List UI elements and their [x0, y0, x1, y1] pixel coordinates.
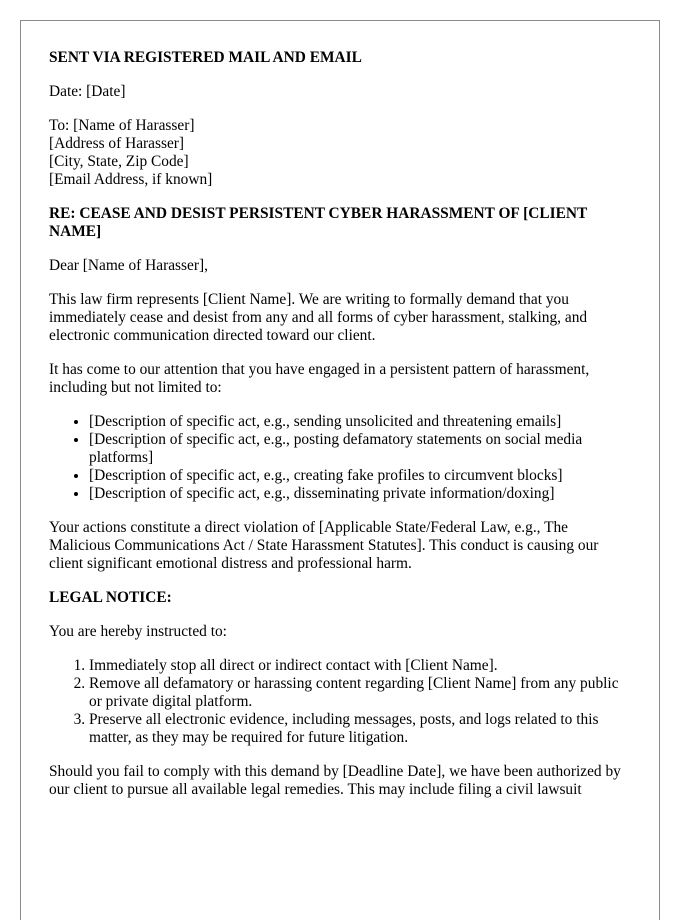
- harassment-paragraph: It has come to our attention that you have engaged in a persistent pattern of harassment, including but not limited to:: [49, 361, 590, 396]
- violation-paragraph: Your actions constitute a direct violation of [Applicable State/Federal Law, e.g., The Malicious Communications Act / State Harassment Statutes]. This conduct is causing our client significant emotional distress and professional harm.: [49, 519, 599, 572]
- list-item: • [Description of specific act, e.g., sending unsolicited and threatening emails]: [89, 413, 633, 431]
- recipient-name: To: [Name of Harasser]: [49, 117, 195, 134]
- intro-paragraph: This law firm represents [Client Name]. We are writing to formally demand that you immediately cease and desist from any and all forms of cyber harassment, stalking, and electronic communication directed toward our client.: [49, 291, 588, 344]
- recipient-address: [Address of Harasser]: [49, 135, 185, 152]
- letter-viewport: [21, 21, 660, 803]
- letter-page: [20, 20, 660, 920]
- letter-body: [49, 49, 633, 803]
- recipient-email: [Email Address, if known]: [49, 171, 213, 188]
- salutation: Dear [Name of Harasser],: [49, 257, 208, 274]
- legal-notice-heading: LEGAL NOTICE:: [49, 589, 172, 606]
- acts-list: [49, 413, 633, 503]
- list-item: 2. Remove all defamatory or harassing content regarding [Client Name] from any public or private digital platform.: [89, 675, 633, 711]
- consequences-paragraph: Should you fail to comply with this demand by [Deadline Date], we have been authorized by our client to pursue all available legal remedies. This may include filing a civil lawsuit: [49, 763, 621, 798]
- list-item: • [Description of specific act, e.g., posting defamatory statements on social media platforms]: [89, 431, 633, 467]
- instruction-line: You are hereby instructed to:: [49, 623, 227, 640]
- sent-via-heading: SENT VIA REGISTERED MAIL AND EMAIL: [49, 49, 362, 66]
- demands-list: [49, 657, 633, 747]
- date-line: Date: [Date]: [49, 83, 126, 100]
- recipient-block: [49, 117, 633, 189]
- list-item: • [Description of specific act, e.g., disseminating private information/doxing]: [89, 485, 633, 503]
- list-item: 3. Preserve all electronic evidence, including messages, posts, and logs related to this matter, as they may be required for future litigation.: [89, 711, 633, 747]
- recipient-city: [City, State, Zip Code]: [49, 153, 189, 170]
- subject-heading: RE: CEASE AND DESIST PERSISTENT CYBER HARASSMENT OF [CLIENT NAME]: [49, 205, 587, 240]
- list-item: 1. Immediately stop all direct or indirect contact with [Client Name].: [89, 657, 633, 675]
- list-item: • [Description of specific act, e.g., creating fake profiles to circumvent blocks]: [89, 467, 633, 485]
